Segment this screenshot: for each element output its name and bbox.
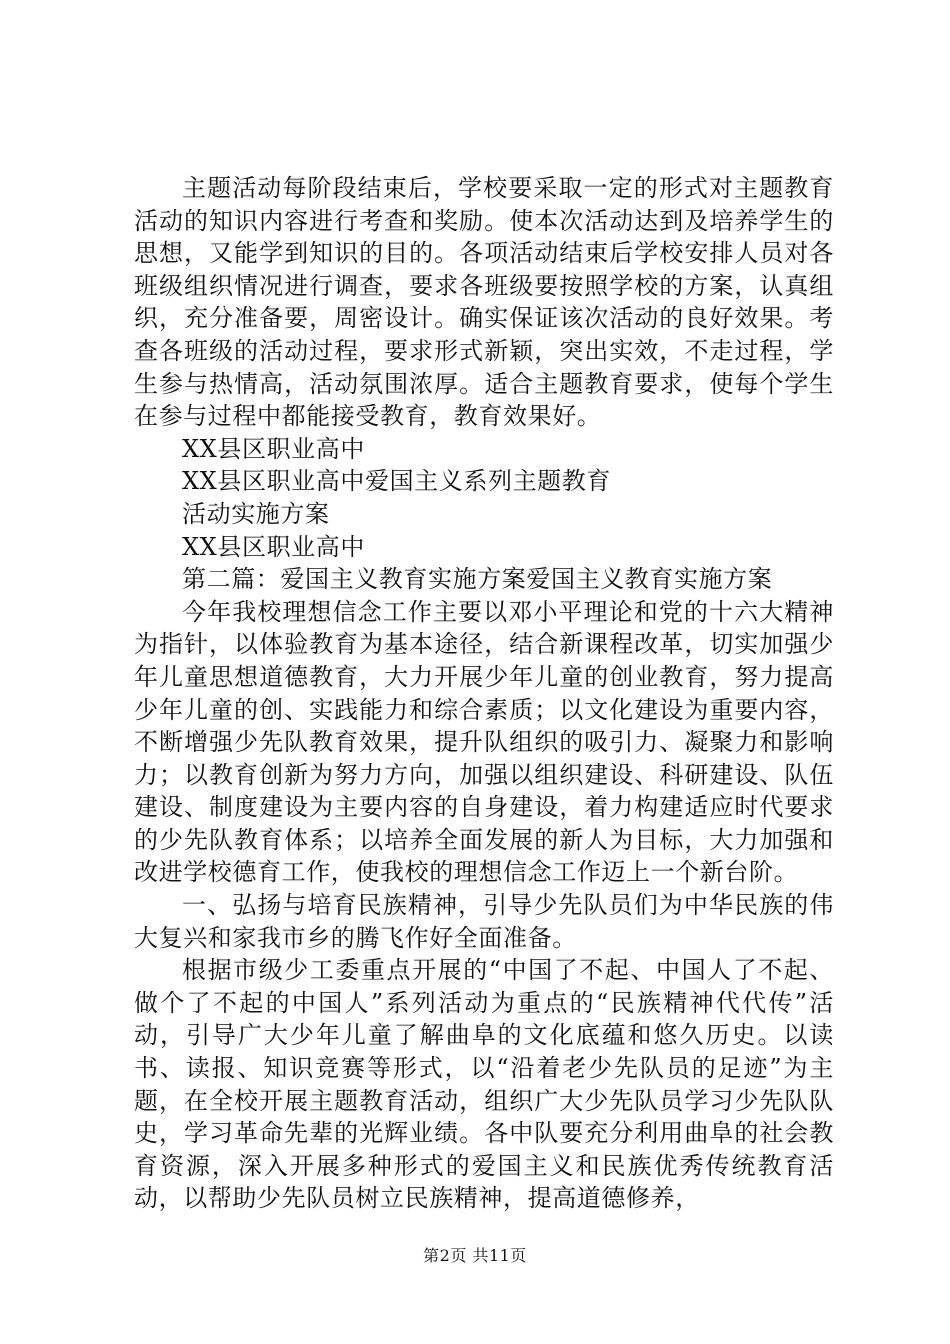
paragraph-assessment: 主题活动每阶段结束后，学校要采取一定的形式对主题教育活动的知识内容进行考查和奖励。使本次活动达到及培养学生的思想，又能学到知识的目的。各项活动结束后学校安排人员对各班级组织情况进行调查，要求各班级要按照学校的方案，认真组织，充分准备要，周密设计。确实保证该次活动的良好效果。考查各班级的活动过程，要求形式新颖，突出实效，不走过程，学生参与热情高，活动氛围浓厚。适合主题教育要求，使每个学生在参与过程中都能接受教育，教育效果好。	[134, 174, 834, 431]
document-body	[134, 172, 834, 1215]
page-number-footer: 第2页 共11页	[423, 1246, 527, 1265]
document-title-line: XX县区职业高中爱国主义系列主题教育	[182, 467, 611, 496]
section-heading-one: 一、弘扬与培育民族精神，引导少先队员们为中华民族的伟大复兴和家我市乡的腾飞作好全面准备。	[134, 891, 834, 952]
paragraph-national-spirit: 根据市级少工委重点开展的“中国了不起、中国人了不起、做个了不起的中国人”系列活动为重点的“民族精神代代传”活动，引导广大少年儿童了解曲阜的文化底蕴和悠久历史。以读书、读报、知识竞赛等形式，以“沿着老少先队员的足迹”为主题，在全校开展主题教育活动，组织广大少先队员学习少先队队史，学习革命先辈的光辉业绩。各中队要充分利用曲阜的社会教育资源，深入开展多种形式的爱国主义和民族优秀传统教育活动，以帮助少先队员树立民族精神，提高道德修养，	[134, 956, 834, 1213]
document-subtitle-line: 活动实施方案	[182, 499, 330, 528]
school-name-line: XX县区职业高中	[182, 434, 365, 463]
school-signature-line: XX县区职业高中	[182, 532, 365, 561]
section-heading-part-two: 第二篇：爱国主义教育实施方案爱国主义教育实施方案	[182, 565, 773, 594]
paragraph-work-plan: 今年我校理想信念工作主要以邓小平理论和党的十六大精神为指针，以体验教育为基本途径，结合新课程改革，切实加强少年儿童思想道德教育，大力开展少年儿童的创业教育，努力提高少年儿童的创、实践能力和综合素质；以文化建设为重要内容，不断增强少先队教育效果，提升队组织的吸引力、凝聚力和影响力；以教育创新为努力方向，加强以组织建设、科研建设、队伍建设、制度建设为主要内容的自身建设，着力构建适应时代要求的少先队教育体系；以培养全面发展的新人为目标，大力加强和改进学校德育工作，使我校的理想信念工作迈上一个新台阶。	[134, 597, 834, 887]
